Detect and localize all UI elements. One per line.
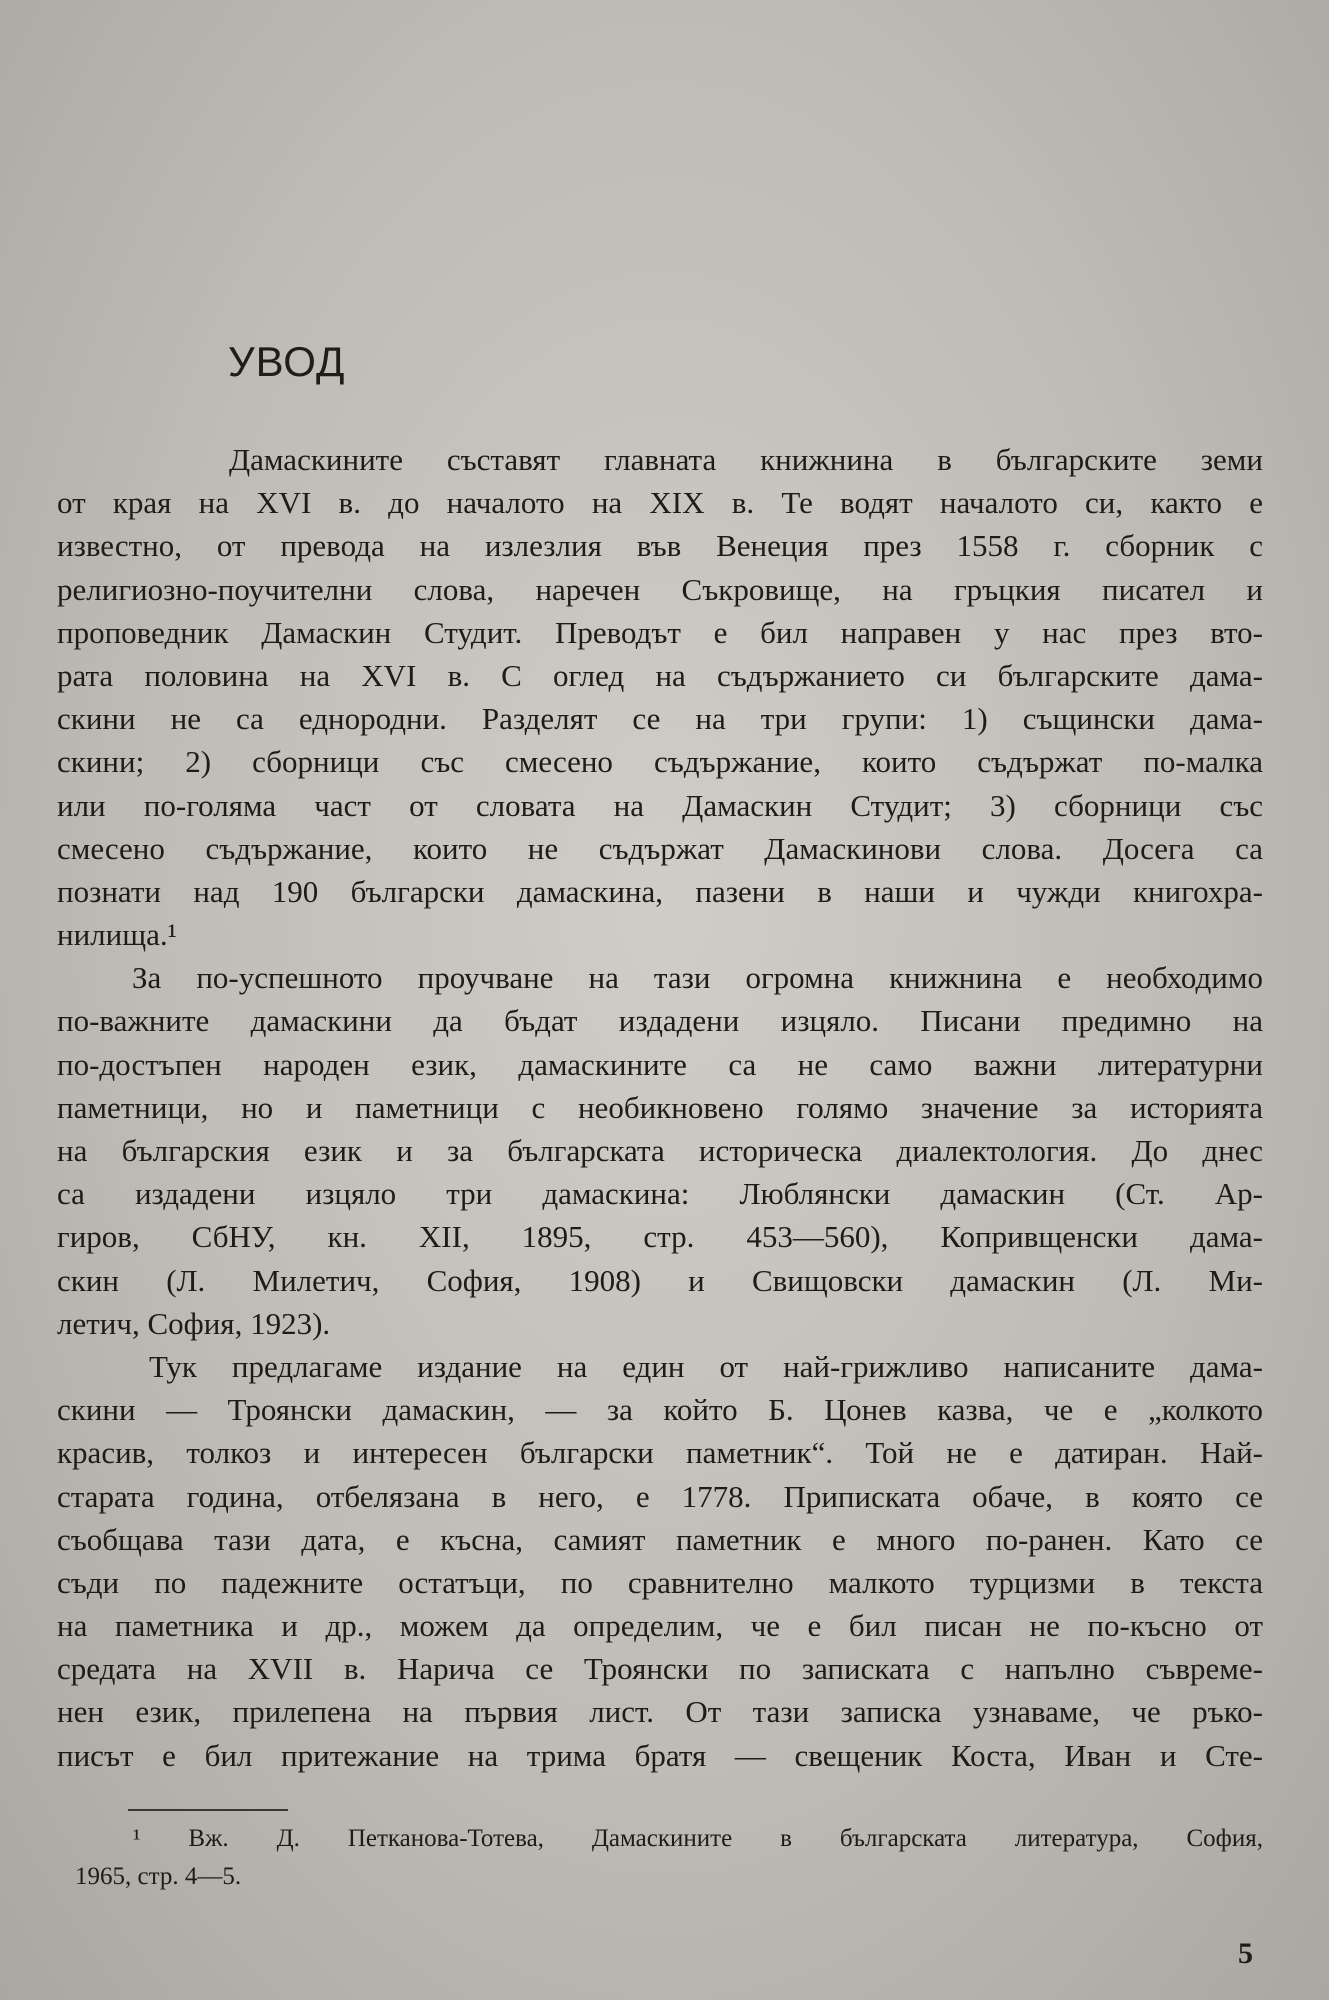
footnote-line: ¹ Вж. Д. Петканова-Тотева, Дамаскините в българската литература, София, (133, 1825, 1263, 1852)
text-line: от края на XVI в. до началото на XIX в. Те водят началото си, както е (57, 485, 1263, 521)
text-line: по-достъпен народен език, дамаскините са не само важни литературни (57, 1046, 1263, 1082)
footnote (75, 1820, 1263, 1896)
text-line: За по-успешното проучване на тази огромна книжнина е необходимо (132, 960, 1263, 996)
text-line: проповедник Дамаскин Студит. Преводът е бил направен у нас през вто- (57, 614, 1263, 650)
text-line: религиозно-поучителни слова, наречен Съкровище, на гръцкия писател и (57, 571, 1263, 607)
page-number: 5 (1238, 1937, 1253, 1970)
text-line: писът е бил притежание на трима братя — свещеник Коста, Иван и Сте- (57, 1737, 1263, 1773)
chapter-heading: УВОД (228, 338, 346, 385)
text-line: скини; 2) сборници със смесено съдържание, които съдържат по-малка (57, 744, 1263, 780)
text-line: смесено съдържание, които не съдържат Дамаскинови слова. Досега са (57, 830, 1263, 866)
text-line: по-важните дамаскини да бъдат издадени изцяло. Писани предимно на (57, 1003, 1263, 1039)
text-line: скини не са еднородни. Разделят се на три групи: 1) същински дама- (57, 701, 1263, 737)
footnote-line: 1965, стр. 4—5. (75, 1863, 242, 1890)
text-line: Тук предлагаме издание на един от най-грижливо написаните дама- (149, 1348, 1263, 1384)
text-line: старата година, отбелязана в него, е 1778. Приписката обаче, в която се (57, 1478, 1263, 1514)
text-line: рата половина на XVI в. С оглед на съдържанието си българските дама- (57, 657, 1263, 693)
text-line: съобщава тази дата, е късна, самият паметник е много по-ранен. Като се (57, 1521, 1263, 1557)
text-line: паметници, но и паметници с необикновено голямо значение за историята (57, 1089, 1263, 1125)
text-line: нилища.¹ (57, 917, 177, 953)
text-line: са издадени изцяло три дамаскина: Люблянски дамаскин (Ст. Ар- (57, 1176, 1263, 1212)
text-line: на паметника и др., можем да определим, че е бил писан не по-късно от (57, 1608, 1263, 1644)
text-line: летич, София, 1923). (57, 1305, 331, 1341)
text-line: средата на XVII в. Нарича се Троянски по записката с напълно съвреме- (57, 1651, 1263, 1687)
text-line: на българския език и за българската историческа диалектология. До днес (57, 1133, 1263, 1168)
text-line: скини — Троянски дамаскин, — за който Б. Цонев казва, че е „колкото (57, 1392, 1263, 1428)
text-line: нен език, прилепена на първия лист. От тази записка узнаваме, че ръко- (57, 1694, 1263, 1730)
text-line: Дамаскините съставят главната книжнина в българските земи (229, 442, 1263, 477)
text-line: известно, от превода на излезлия във Венеция през 1558 г. сборник с (57, 528, 1263, 564)
text-line: гиров, СбНУ, кн. XII, 1895, стр. 453—560), Копривщенски дама- (57, 1219, 1263, 1255)
text-line: или по-голяма част от словата на Дамаскин Студит; 3) сборници със (57, 787, 1263, 823)
text-line: красив, толкоз и интересен български паметник“. Той не е датиран. Най- (57, 1435, 1263, 1471)
footnote-divider (128, 1809, 288, 1811)
text-line: познати над 190 български дамаскина, пазени в наши и чужди книгохра- (57, 873, 1263, 909)
text-line: съди по падежните остатъци, по сравнително малкото турцизми в текста (57, 1564, 1263, 1600)
text-line: скин (Л. Милетич, София, 1908) и Свищовски дамаскин (Л. Ми- (57, 1262, 1263, 1298)
body-text (57, 438, 1263, 1777)
